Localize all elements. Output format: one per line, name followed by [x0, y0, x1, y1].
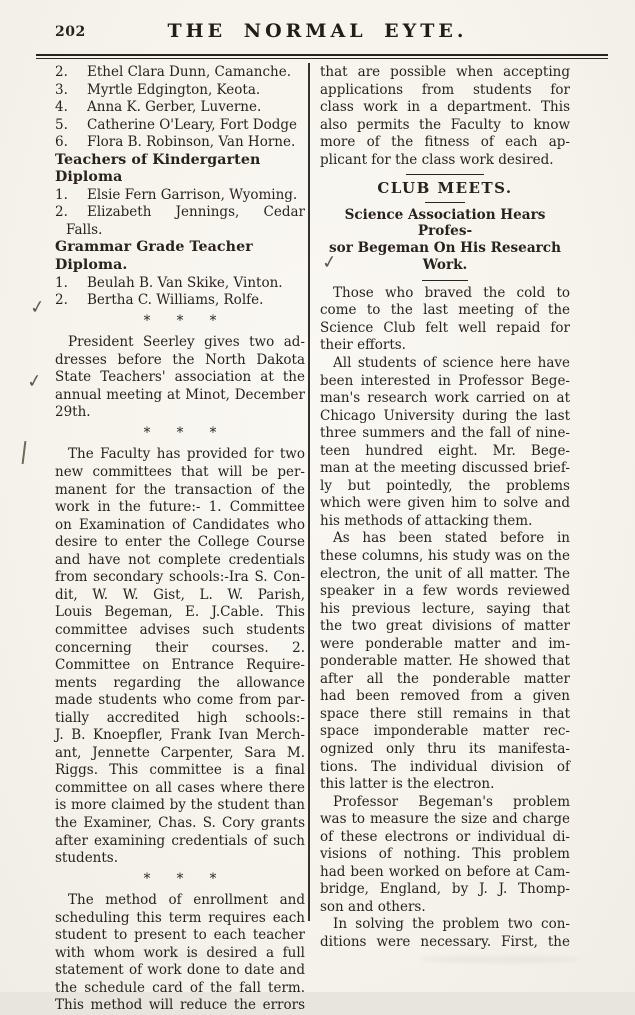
- list-item-number: 2.: [55, 64, 68, 80]
- paragraph-line: space imponderable matter rec-: [320, 723, 570, 740]
- list-item-text: Ethel Clara Dunn, Camanche.: [87, 64, 292, 80]
- paragraph-line: had been worked on before at Cam-: [320, 863, 570, 880]
- paragraph-line: electron, the unit of all matter. The: [320, 565, 570, 582]
- list-item-text: Elsie Fern Garrison, Wyoming.: [87, 186, 298, 203]
- paragraph-line: ant, Jennette Carpenter, Sara M.: [55, 744, 305, 761]
- masthead-double-rule: [36, 54, 608, 59]
- asterisk-separator: * * *: [143, 312, 217, 329]
- paragraph-line: three summers and the fall of nine-: [320, 425, 570, 442]
- paragraph-line: their efforts.: [320, 337, 406, 354]
- list-item-line: [55, 82, 305, 100]
- paragraph-line: is more claimed by the student than: [55, 797, 305, 814]
- paragraph-line: manent for the transaction of the: [55, 481, 305, 498]
- paragraph-line: man at the meeting discussed brief-: [320, 460, 570, 477]
- paragraph-line: this latter is the electron.: [320, 776, 495, 793]
- list-item-number: 1.: [55, 186, 68, 203]
- paragraph-line: ditions were necessary. First, the: [320, 934, 570, 951]
- paragraph-line: on Examination of Candidates who: [55, 516, 305, 533]
- section-rule: [425, 202, 465, 203]
- list-item-text: Anna K. Gerber, Luverne.: [87, 99, 262, 116]
- pencil-stroke-mark: [22, 441, 26, 464]
- list-item-text: Myrtle Edgington, Keota.: [87, 81, 261, 98]
- list-item-text: Elizabeth Jennings, Cedar: [87, 204, 305, 221]
- list-item-text: Bertha C. Williams, Rolfe.: [87, 292, 264, 309]
- paragraph-line: J. B. Knoepfler, Frank Ivan Merch-: [55, 727, 305, 744]
- paragraph-line: new committees that will be per-: [55, 464, 305, 481]
- list-item-number: 1.: [55, 274, 68, 291]
- paragraph-line: after all the ponderable matter: [320, 670, 570, 687]
- paragraph-line: his methods of attacking them.: [320, 512, 533, 529]
- list-item-line: [55, 99, 305, 117]
- paragraph-line: In solving the problem two con-: [333, 916, 570, 933]
- paragraph-line: and have not complete credentials: [55, 551, 305, 568]
- paragraph-line: ponderable matter. He showed that: [320, 653, 570, 670]
- section-rule: [406, 174, 484, 175]
- paragraph-line: State Teachers' association at the: [55, 369, 305, 386]
- check-mark-icon: ✓: [320, 251, 339, 274]
- article-subtitle-line: Work.: [422, 257, 468, 274]
- list-item-number: 5.: [55, 116, 68, 133]
- paragraph-line: Science Club felt well repaid for: [320, 319, 570, 336]
- asterisk-separator: * * *: [143, 424, 217, 441]
- paper-smudge: [420, 956, 580, 963]
- list-item-number: 4.: [55, 99, 68, 116]
- paragraph-line: also permits the Faculty to know: [320, 116, 570, 133]
- list-item-text: Beulah B. Van Skike, Vinton.: [87, 274, 283, 291]
- section-rule: [422, 280, 468, 281]
- paragraph-line: Those who braved the cold to: [333, 284, 570, 301]
- page-number: 202: [55, 24, 86, 40]
- paragraph-line: Committee on Entrance Require-: [55, 657, 305, 674]
- paragraph-line: from secondary schools:-Ira S. Con-: [55, 569, 305, 586]
- left-column: [55, 64, 305, 1015]
- article-subtitle-line: sor Begeman On His Research: [329, 239, 561, 256]
- list-item-number: 6.: [55, 134, 68, 151]
- list-item-line: [55, 292, 305, 310]
- paragraph-line: with whom work is desired a full: [55, 944, 305, 961]
- paragraph-line: the Examiner, Chas. S. Cory grants: [55, 814, 305, 831]
- paragraph-line: visions of nothing. This problem: [320, 846, 570, 863]
- paragraph-line: bridge, England, by J. J. Thomp-: [320, 881, 570, 898]
- paragraph-line: committee advises such students: [55, 621, 305, 638]
- paragraph-line: ly but pointedly, the problems: [320, 477, 570, 494]
- article-subtitle-line: Science Association Hears Profes-: [344, 207, 546, 240]
- paragraph-line: annual meeting at Minot, December: [55, 386, 305, 403]
- paragraph-line: dit, W. W. Gist, L. W. Parish,: [55, 586, 305, 603]
- list-item-text: Flora B. Robinson, Van Horne.: [87, 134, 296, 151]
- paper-smudge: [120, 952, 240, 960]
- list-item-line: [55, 117, 305, 135]
- paragraph-line: This method will reduce the errors: [55, 997, 305, 1014]
- paragraph-line: was to measure the size and charge: [320, 811, 570, 828]
- paragraph-line: class work in a department. This: [320, 99, 570, 116]
- column-divider-rule: [308, 63, 310, 921]
- paragraph-line: were ponderable matter and im-: [320, 635, 570, 652]
- check-mark-icon: ✓: [25, 370, 44, 393]
- paragraph-line: that are possible when accepting: [320, 64, 570, 80]
- masthead-title: THE NORMAL EYTE.: [167, 20, 468, 42]
- asterisk-separator: * * *: [143, 870, 217, 887]
- list-item-line: [55, 187, 305, 205]
- list-item-line: [55, 275, 305, 293]
- paragraph-line: tially accredited high schools:-: [55, 709, 305, 726]
- list-item-number: 2.: [55, 204, 68, 221]
- paragraph-line: All students of science here have: [333, 354, 570, 371]
- paragraph-line: man's research work carried on at: [320, 390, 570, 407]
- paragraph-line: more of the fitness of each ap-: [320, 134, 570, 151]
- paragraph-line: of these electrons or individual di-: [320, 828, 570, 845]
- paragraph-line: Chicago University during the last: [320, 407, 570, 424]
- paragraph-line: come to the last meeting of the: [320, 302, 570, 319]
- paragraph-line: student to present to each teacher: [55, 927, 305, 944]
- list-item-line: [55, 64, 305, 82]
- list-item-continuation-line: Falls.: [66, 221, 103, 238]
- paragraph-line: Riggs. This committee is a final: [55, 762, 305, 779]
- paragraph-line: applications from students for: [320, 81, 570, 98]
- right-column: [320, 64, 570, 952]
- paragraph-line: these columns, his study was on the: [320, 547, 570, 564]
- paragraph-line: Louis Begeman, E. J.Cable. This: [55, 604, 305, 621]
- paragraph-line: which were given him to solve and: [320, 495, 570, 512]
- paragraph-line: President Seerley gives two ad-: [68, 334, 305, 351]
- list-item-line: [55, 204, 305, 222]
- paragraph-line: scheduling this term requires each: [55, 909, 305, 926]
- paragraph-line: As has been stated before in: [333, 530, 570, 547]
- paragraph-line: students.: [55, 850, 119, 867]
- paragraph-line: the schedule card of the fall term.: [55, 979, 305, 996]
- list-item-line: [55, 134, 305, 152]
- paragraph-line: The method of enrollment and: [68, 892, 305, 909]
- paragraph-line: been interested in Professor Bege-: [320, 372, 570, 389]
- paragraph-line: had been removed from a given: [320, 688, 570, 705]
- check-mark-icon: ✓: [28, 296, 47, 319]
- paragraph-line: speaker in a few words reviewed: [320, 583, 570, 600]
- paragraph-line: 29th.: [55, 404, 91, 421]
- paragraph-line: after examining credentials of such: [55, 832, 305, 849]
- paragraph-line: desire to enter the College Course: [55, 534, 305, 551]
- paragraph-line: teen hundred eight. Mr. Bege-: [320, 442, 570, 459]
- section-heading: Grammar Grade Teacher Diploma.: [55, 239, 253, 274]
- paragraph-line: son and others.: [320, 898, 426, 915]
- paragraph-line: The Faculty has provided for two: [68, 446, 305, 463]
- paragraph-line: committee on all cases where there: [55, 779, 305, 796]
- section-heading: Teachers of Kindergarten Diploma: [55, 151, 261, 186]
- paragraph-line: work in the future:- 1. Committee: [55, 499, 305, 516]
- paragraph-line: concerning their courses. 2.: [55, 639, 305, 656]
- article-title: CLUB MEETS.: [377, 179, 513, 198]
- list-item-text: Catherine O'Leary, Fort Dodge: [87, 116, 298, 133]
- paragraph-line: space there still remains in that: [320, 705, 570, 722]
- paragraph-line: ments regarding the allowance: [55, 674, 305, 691]
- paragraph-line: statement of work done to date and: [55, 962, 305, 979]
- paragraph-line: tions. The individual division of: [320, 758, 570, 775]
- paragraph-line: made students who come from par-: [55, 692, 305, 709]
- paragraph-line: dresses before the North Dakota: [55, 351, 305, 368]
- paragraph-line: plicant for the class work desired.: [320, 151, 554, 168]
- list-item-number: 3.: [55, 81, 68, 98]
- paragraph-line: his previous lecture, saying that: [320, 600, 570, 617]
- list-item-number: 2.: [55, 292, 68, 309]
- paragraph-line: Professor Begeman's problem: [333, 793, 570, 810]
- paragraph-line: the two great divisions of matter: [320, 618, 570, 635]
- paragraph-line: ognized only thru its manifesta-: [320, 741, 570, 757]
